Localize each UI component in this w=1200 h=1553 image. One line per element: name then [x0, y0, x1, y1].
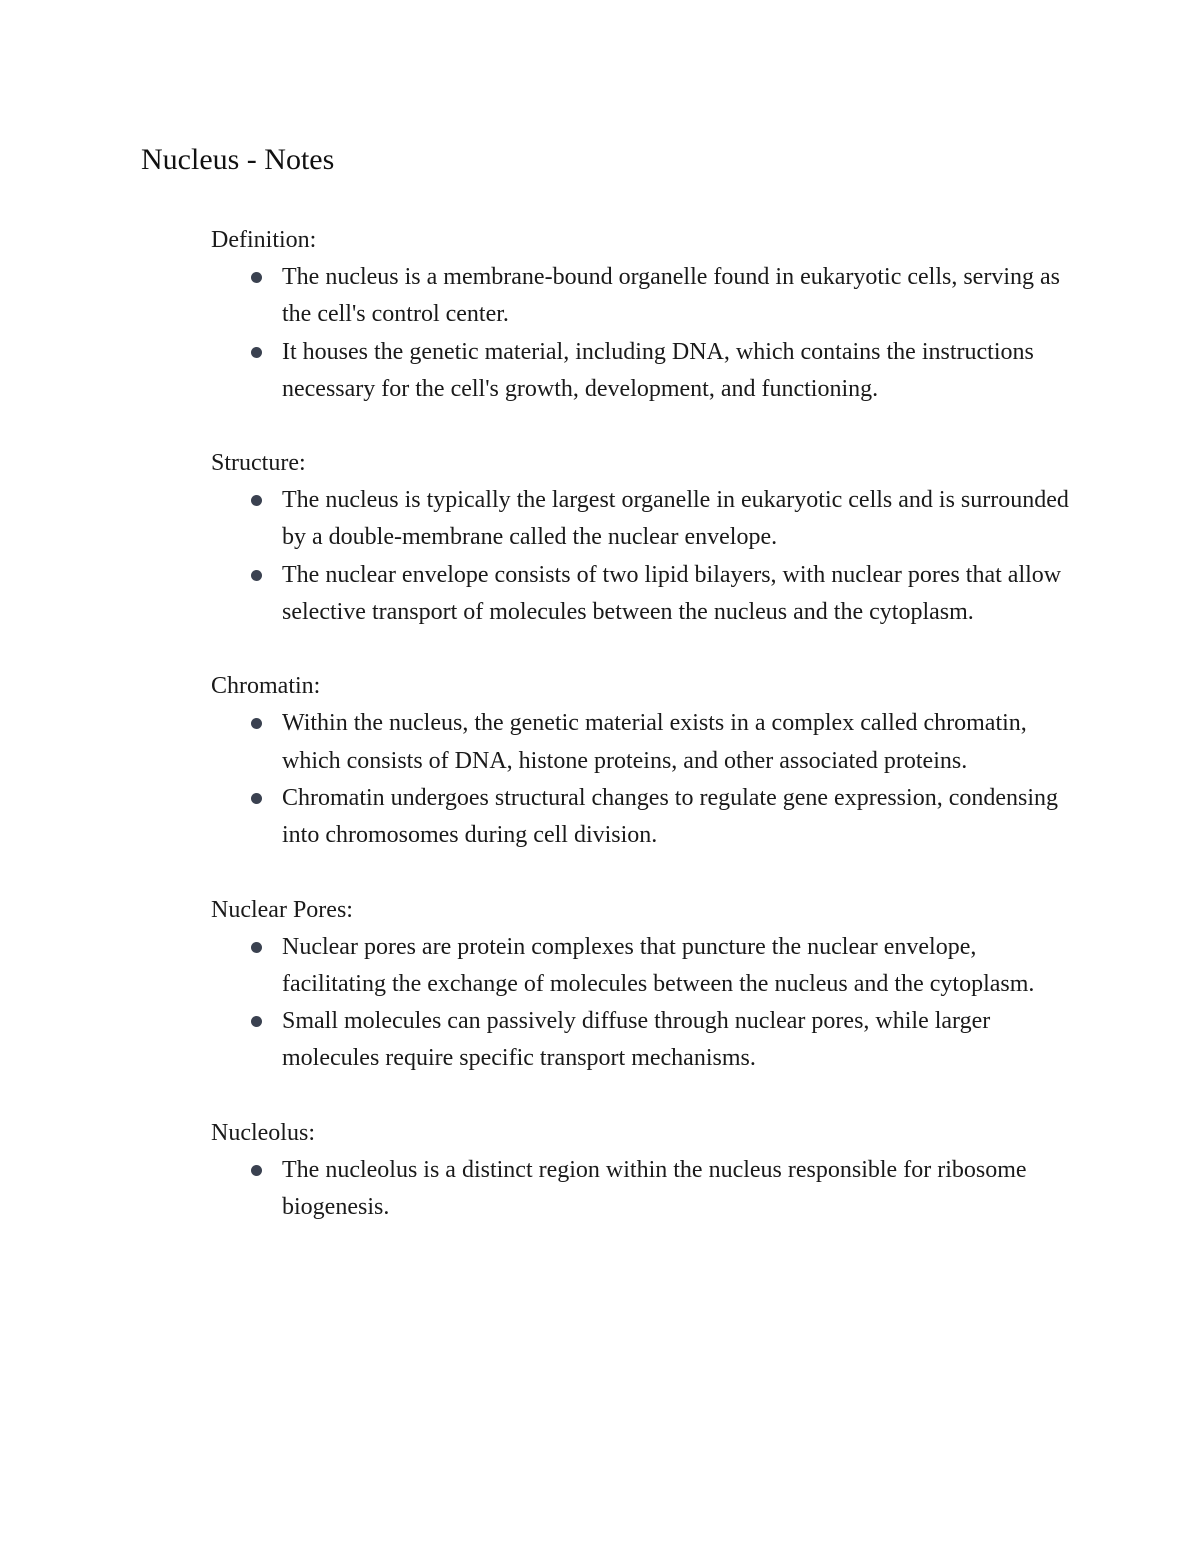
bullet-text: The nucleus is a membrane-bound organelle found in eukaryotic cells, serving as the cell's control center. [282, 264, 1060, 328]
bullet-icon [251, 570, 262, 581]
list-item [211, 1152, 1081, 1227]
bullet-text: Small molecules can passively diffuse through nuclear pores, while larger molecules require specific transport mechanisms. [282, 1008, 991, 1072]
list-item [211, 1003, 1081, 1078]
bullet-text: It houses the genetic material, including DNA, which contains the instructions necessary for the cell's growth, development, and functioning. [282, 338, 1034, 402]
bullet-list [211, 705, 1081, 854]
bullet-text: The nucleolus is a distinct region within the nucleus responsible for ribosome biogenesis. [282, 1156, 1027, 1221]
list-item [211, 334, 1081, 409]
section-heading: Nucleolus: [211, 1119, 315, 1146]
bullet-icon [251, 1165, 262, 1176]
bullet-icon [251, 1016, 262, 1027]
list-item [211, 780, 1081, 855]
bullet-text: Chromatin undergoes structural changes to regulate gene expression, condensing into chromosomes during cell division. [282, 784, 1059, 849]
section-heading: Chromatin: [211, 673, 321, 700]
list-item [211, 482, 1081, 557]
bullet-text: The nuclear envelope consists of two lipid bilayers, with nuclear pores that allow selective transport of molecules between the nucleus and the cytoplasm. [282, 561, 1062, 626]
bullet-icon [251, 347, 262, 358]
list-item [211, 557, 1081, 632]
section-heading: Definition: [211, 227, 317, 253]
bullet-icon [251, 272, 262, 283]
section-nuclear-pores [211, 892, 1081, 1078]
section-heading: Nuclear Pores: [211, 896, 353, 923]
section-chromatin [211, 668, 1081, 854]
section-nucleolus [211, 1115, 1081, 1227]
bullet-icon [251, 793, 262, 804]
bullet-list [211, 929, 1081, 1078]
section-structure [211, 445, 1081, 631]
notes-body [211, 222, 1081, 1263]
bullet-icon [251, 495, 262, 506]
bullet-text: Within the nucleus, the genetic material exists in a complex called chromatin, which consists of DNA, histone proteins, and other associated proteins. [282, 710, 1027, 774]
bullet-text: The nucleus is typically the largest organelle in eukaryotic cells and is surrounded by a double-membrane called the nuclear envelope. [282, 487, 1069, 551]
page-title: Nucleus - Notes [141, 143, 335, 176]
list-item [211, 929, 1081, 1004]
bullet-text: Nuclear pores are protein complexes that puncture the nuclear envelope, facilitating the exchange of molecules between the nucleus and the cytoplasm. [282, 933, 1035, 997]
section-definition [211, 222, 1081, 408]
list-item [211, 259, 1081, 334]
bullet-list [211, 1152, 1081, 1227]
bullet-icon [251, 942, 262, 953]
bullet-list [211, 482, 1081, 631]
section-heading: Structure: [211, 450, 306, 477]
bullet-icon [251, 718, 262, 729]
bullet-list [211, 259, 1081, 408]
list-item [211, 705, 1081, 780]
